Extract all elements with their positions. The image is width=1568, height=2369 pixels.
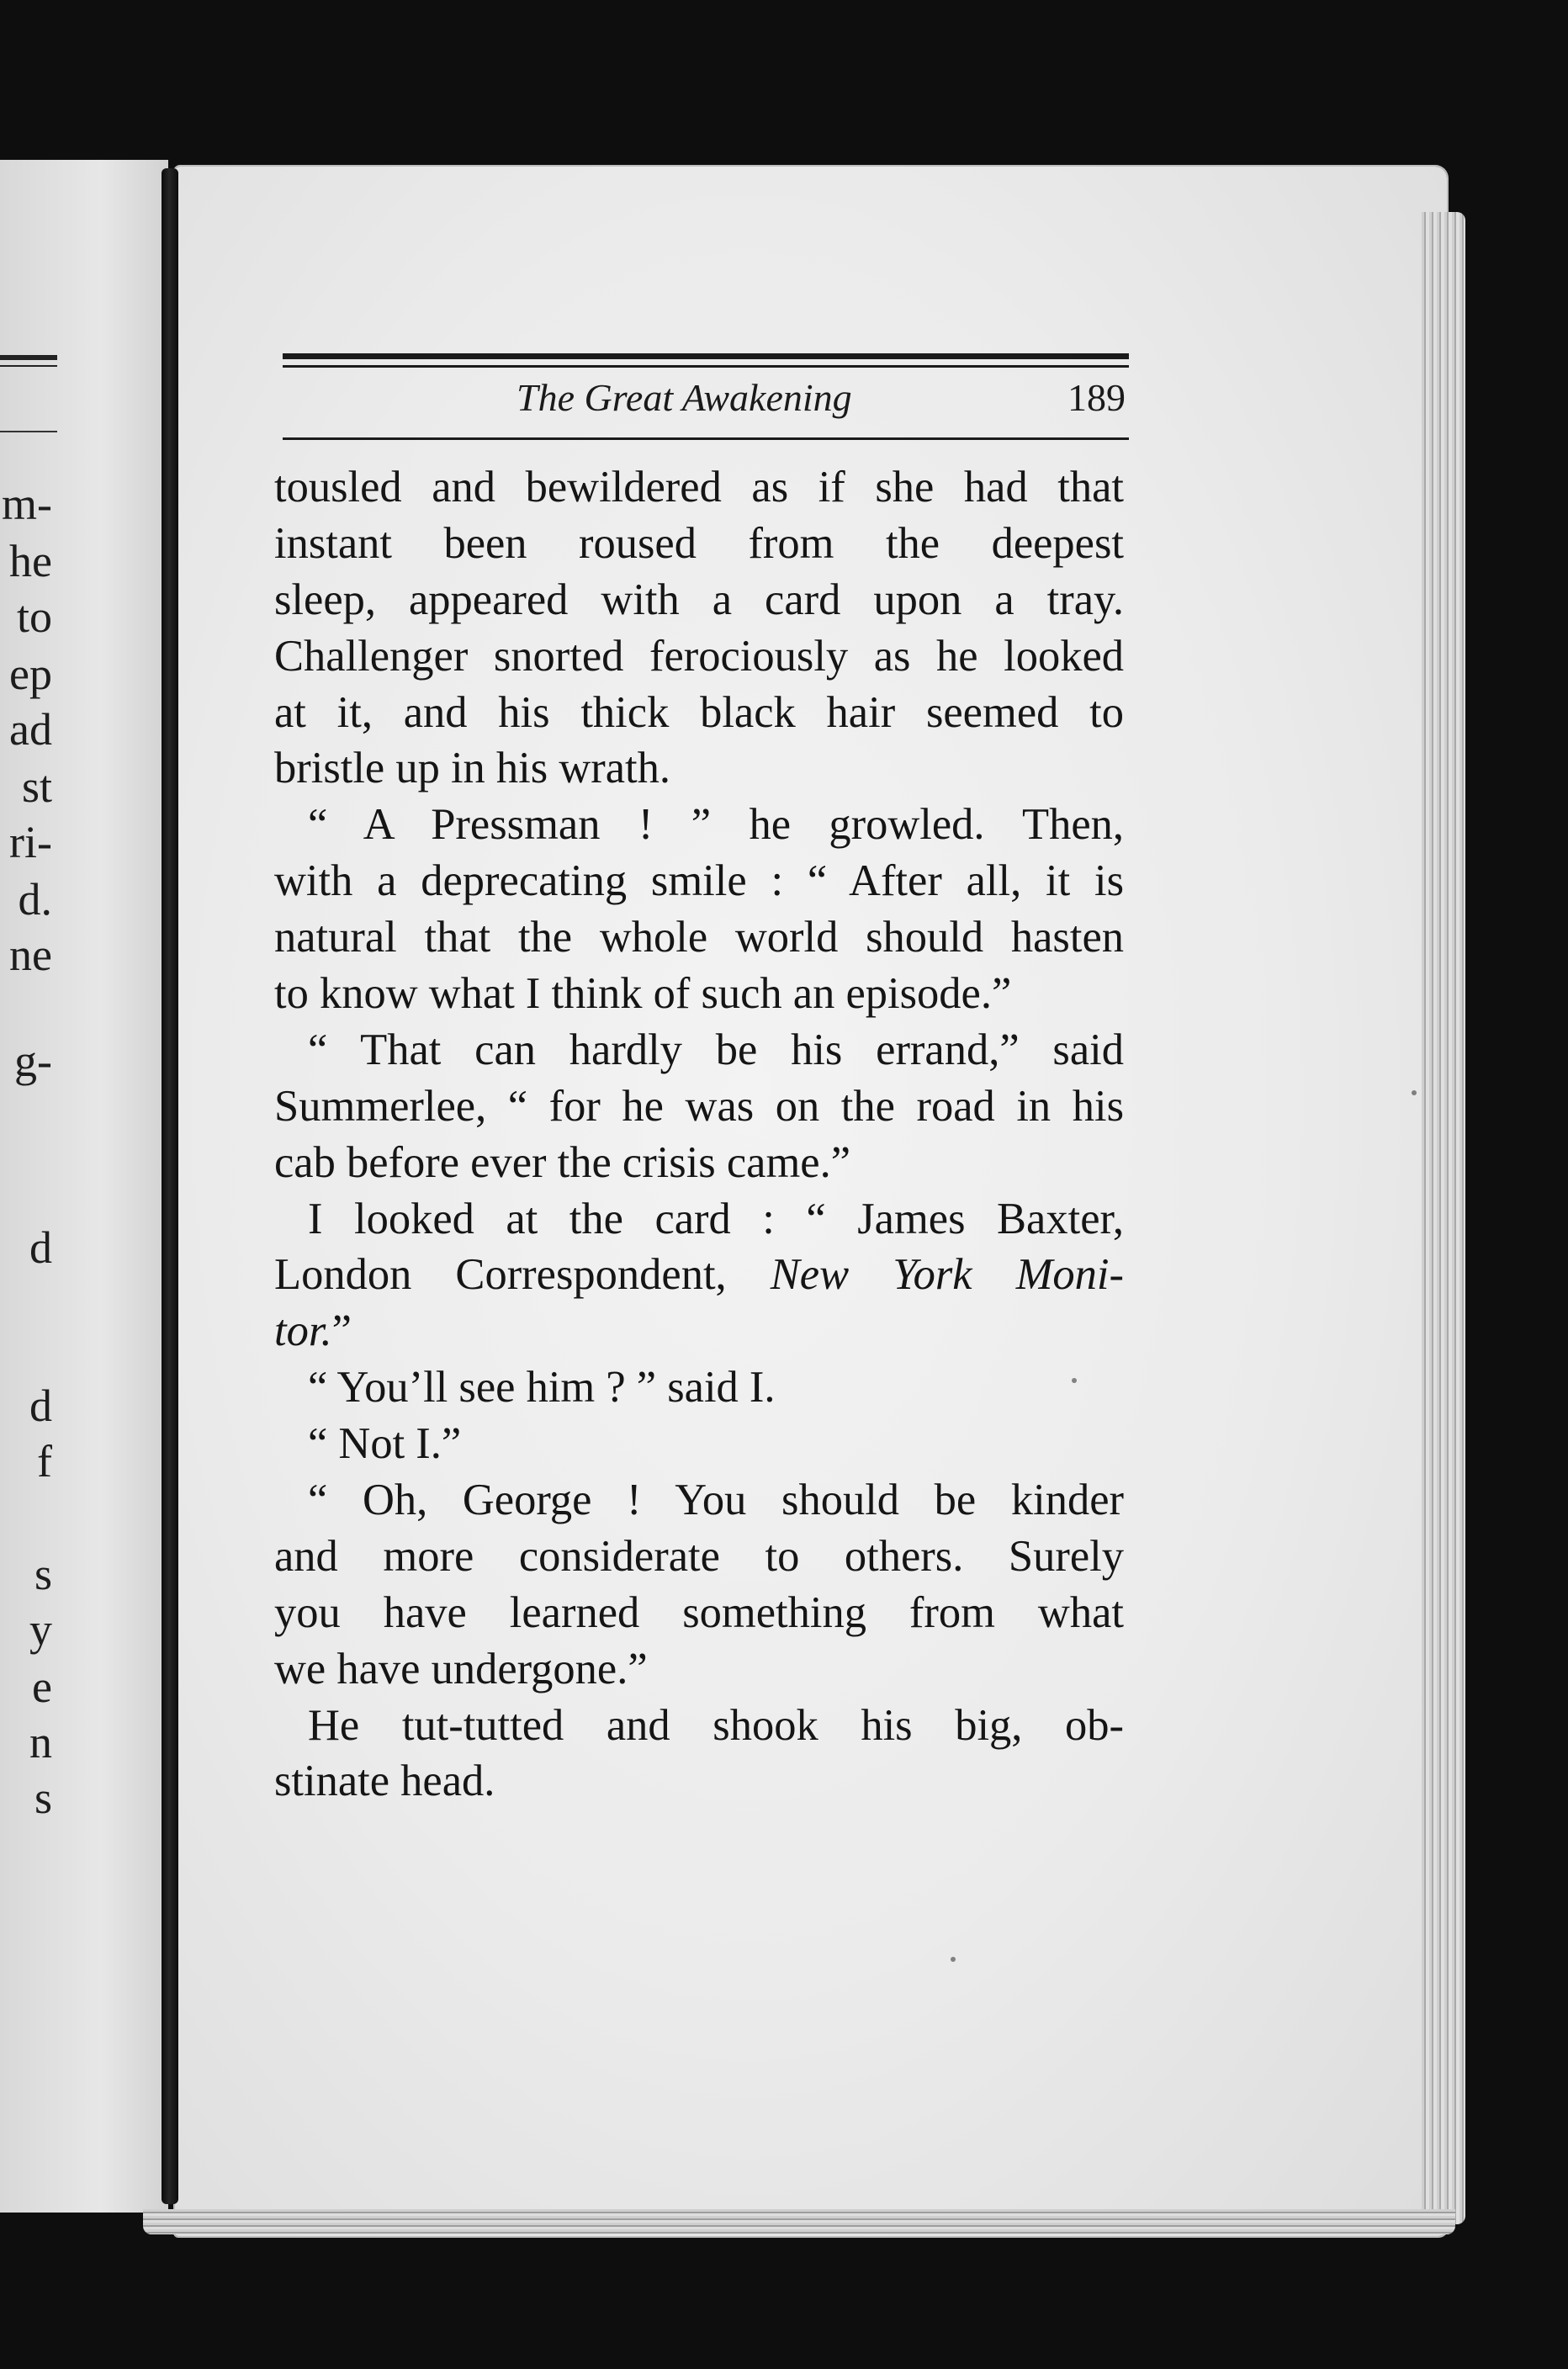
text-line: and more considerate to others. Surely (274, 1531, 1124, 1581)
text-line: “ Not I.” (308, 1419, 462, 1469)
left-page-fragment: y (29, 1604, 52, 1655)
text-line: at it, and his thick black hair seemed to (274, 687, 1124, 737)
text-line: “ That can hardly be his errand,” said (308, 1025, 1124, 1074)
left-page-fragment: ne (9, 930, 52, 980)
left-page-fragment: ad (9, 704, 52, 755)
running-head (283, 375, 1129, 431)
left-page-fragment: n (29, 1717, 52, 1767)
left-page-fragment: ri- (9, 817, 52, 867)
left-page-fragment: ep (9, 649, 52, 699)
left-page-header-rules (0, 355, 57, 432)
body-text (274, 459, 1124, 1810)
text-line: I looked at the card : “ James Baxter, (308, 1194, 1124, 1243)
text-line: we have undergone.” (274, 1644, 648, 1693)
left-page-fragment: d (29, 1381, 52, 1431)
italic-text: tor. (274, 1306, 332, 1356)
text-line: bristle up in his wrath. (274, 744, 670, 793)
left-page-fragment: d. (18, 874, 52, 925)
left-page-fragment: s (34, 1549, 52, 1599)
text-line: you have learned something from what (274, 1587, 1124, 1637)
text-line: sleep, appeared with a card upon a tray. (274, 575, 1124, 624)
left-page-fragment: g- (14, 1036, 52, 1086)
text-line: “ A Pressman ! ” he growled. Then, (308, 800, 1124, 850)
text-line: tousled and bewildered as if she had that (274, 463, 1124, 511)
text-line: instant been roused from the deepest (274, 518, 1124, 568)
header-rule-thin (283, 365, 1129, 368)
text-line: Challenger snorted ferociously as he looked (274, 631, 1124, 681)
text-line: Summerlee, “ for he was on the road in his (274, 1081, 1124, 1131)
left-page-fragment: f (37, 1436, 52, 1487)
header-rule-thick (283, 353, 1129, 359)
text-line: to know what I think of such an episode.” (274, 969, 1012, 1019)
text-fragment: ” (331, 1306, 352, 1356)
bottom-page-edges (143, 2209, 1455, 2234)
text-line: stinate head. (274, 1757, 495, 1806)
text-line: natural that the whole world should hasten (274, 913, 1124, 962)
text-line: “ Oh, George ! You should be kinder (308, 1476, 1124, 1525)
ink-speck (951, 1957, 956, 1962)
left-page-fragment: s (34, 1773, 52, 1823)
left-page-fragment: st (21, 761, 52, 812)
book-gutter (162, 168, 178, 2204)
left-page-fragment: m- (2, 479, 52, 529)
text-line-mixed (274, 1247, 1124, 1303)
page-edges (1422, 212, 1465, 2224)
left-page-fragment: to (16, 591, 52, 642)
header-rule-bottom (283, 437, 1129, 440)
text-line: He tut-tutted and shook his big, ob- (308, 1700, 1124, 1750)
left-page-fragment: d (29, 1222, 52, 1273)
text-line: with a deprecating smile : “ After all, it is (274, 856, 1124, 906)
text-line-mixed (274, 1303, 1124, 1359)
page-number: 189 (1067, 376, 1126, 419)
ink-speck (1412, 1090, 1417, 1095)
text-line: “ You’ll see him ? ” said I. (308, 1363, 776, 1412)
italic-text: New York Moni- (770, 1250, 1124, 1300)
left-page-fragment: he (9, 536, 52, 586)
ink-speck (1072, 1378, 1077, 1383)
running-head-title: The Great Awakening (516, 376, 852, 419)
left-page (0, 160, 168, 2213)
left-page-fragment: e (32, 1661, 52, 1712)
text-line: cab before ever the crisis came.” (274, 1137, 851, 1187)
text-fragment: London Correspondent, (274, 1250, 727, 1300)
